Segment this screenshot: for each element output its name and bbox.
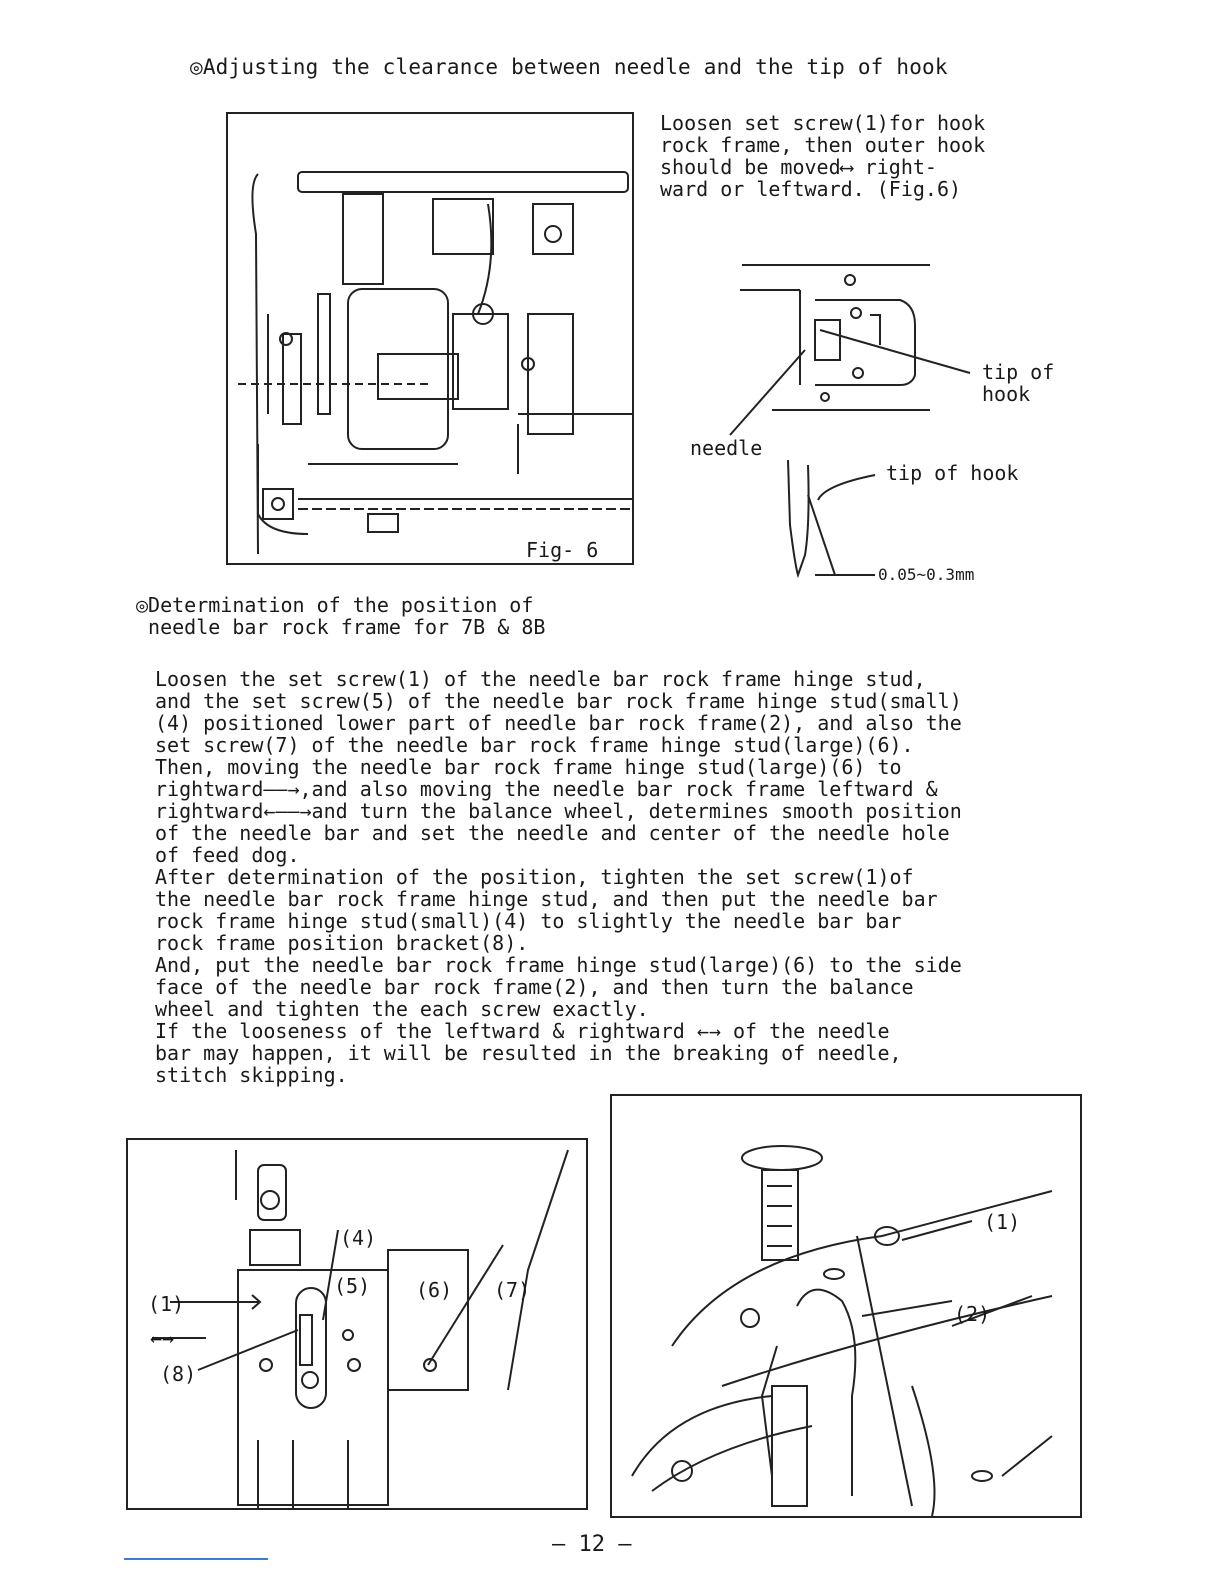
rock-frame-arrow: ←→	[150, 1326, 175, 1350]
figure-hook-frame	[610, 1094, 1082, 1518]
body-line: And, put the needle bar rock frame hinge stud(large)(6) to the side	[155, 953, 962, 977]
hook-frame-label-2: (2)	[954, 1302, 991, 1326]
section1-heading: ◎Adjusting the clearance between needle and the tip of hook	[190, 55, 948, 79]
body-line: stitch skipping.	[155, 1063, 348, 1087]
body-line: set screw(7) of the needle bar rock frame hinge stud(large)(6).	[155, 733, 914, 757]
body-line: of the needle bar and set the needle and center of the needle hole	[155, 821, 950, 845]
rock-frame-label-6: (6)	[416, 1278, 453, 1302]
hook-frame-label-1: (1)	[984, 1210, 1021, 1234]
hook-needle-diagram	[680, 255, 1080, 590]
instruction-line: ward or leftward. (Fig.6)	[660, 177, 962, 201]
section2-body	[155, 668, 962, 1086]
instruction-line: should be moved⟷ right-	[660, 155, 937, 179]
rock-frame-drawing	[128, 1140, 586, 1508]
body-line: Then, moving the needle bar rock frame hinge stud(large)(6) to	[155, 755, 902, 779]
tip-of-hook-label-2: tip of hook	[886, 461, 1019, 485]
section2-heading	[136, 594, 545, 638]
footer-rule	[124, 1558, 268, 1560]
body-line: After determination of the position, tighten the set screw(1)of	[155, 865, 914, 889]
figure-6-drawing	[228, 114, 632, 563]
figure-6-machine-head	[226, 112, 634, 565]
needle-label: needle	[690, 436, 763, 460]
rock-frame-label-5: (5)	[334, 1274, 371, 1298]
rock-frame-label-8: (8)	[160, 1362, 197, 1386]
body-line: bar may happen, it will be resulted in the breaking of needle,	[155, 1041, 902, 1065]
body-line: and the set screw(5) of the needle bar rock frame hinge stud(small)	[155, 689, 962, 713]
rock-frame-label-7: (7)	[494, 1278, 531, 1302]
figure-rock-frame	[126, 1138, 588, 1510]
figure-6-label: Fig- 6	[526, 538, 599, 562]
body-line: of feed dog.	[155, 843, 300, 867]
body-line: rock frame hinge stud(small)(4) to slightly the needle bar bar	[155, 909, 902, 933]
clearance-label: 0.05~0.3mm	[878, 565, 975, 584]
body-line: If the looseness of the leftward & rightward ←→ of the needle	[155, 1019, 890, 1043]
body-line: face of the needle bar rock frame(2), and then turn the balance	[155, 975, 914, 999]
body-line: rightward←——→and turn the balance wheel, determines smooth position	[155, 799, 962, 823]
body-line: (4) positioned lower part of needle bar rock frame(2), and also the	[155, 711, 962, 735]
instruction-line: rock frame, then outer hook	[660, 133, 986, 157]
tip-of-hook-label-1a: tip of	[982, 360, 1055, 384]
body-line: rightward——→,and also moving the needle bar rock frame leftward &	[155, 777, 938, 801]
rock-frame-label-4: (4)	[340, 1226, 377, 1250]
body-line: wheel and tighten the each screw exactly.	[155, 997, 649, 1021]
instruction-line: Loosen set screw(1)for hook	[660, 111, 986, 135]
rock-frame-label-1: (1)	[148, 1292, 185, 1316]
page-number: — 12 —	[552, 1532, 632, 1557]
heading-line: needle bar rock frame for 7B & 8B	[136, 615, 546, 639]
body-line: rock frame position bracket(8).	[155, 931, 529, 955]
body-line: Loosen the set screw(1) of the needle bar rock frame hinge stud,	[155, 667, 926, 691]
hook-instructions	[660, 112, 985, 200]
tip-of-hook-label-1b: hook	[982, 382, 1031, 406]
heading-line: ◎Determination of the position of	[136, 593, 534, 617]
body-line: the needle bar rock frame hinge stud, and then put the needle bar	[155, 887, 938, 911]
hook-frame-drawing	[612, 1096, 1080, 1516]
